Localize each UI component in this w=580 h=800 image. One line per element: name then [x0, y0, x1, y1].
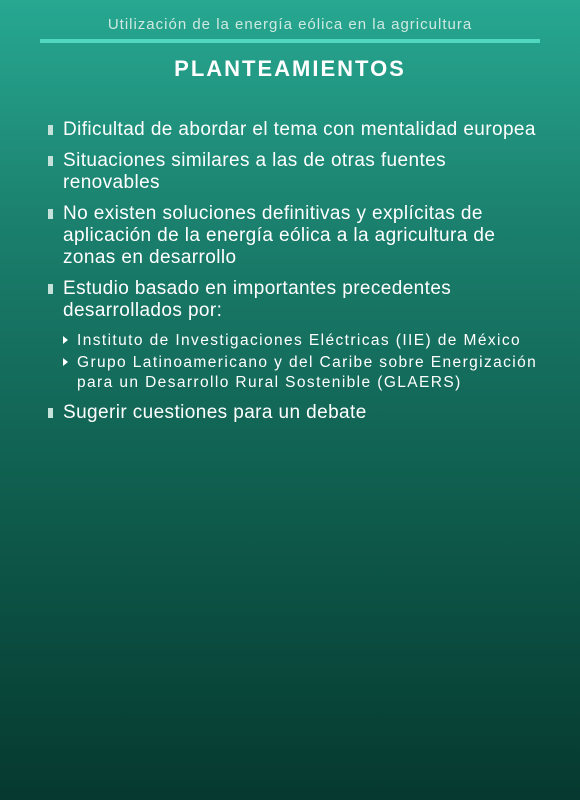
square-bullet-icon: [48, 408, 53, 418]
bullet-item: [48, 402, 548, 424]
slide-title: PLANTEAMIENTOS: [174, 56, 406, 81]
sub-bullet-text: Grupo Latinoamericano y del Caribe sobre Energización para un Desarrollo Rural Sostenible (GLAERS): [77, 354, 538, 391]
sub-bullet-item: [63, 353, 548, 393]
triangle-bullet-icon: [63, 336, 68, 344]
triangle-bullet-icon: [63, 358, 68, 366]
bullet-text: Sugerir cuestiones para un debate: [63, 402, 367, 423]
sub-bullet-list: [63, 331, 548, 393]
bullet-text: No existen soluciones definitivas y explícitas de aplicación de la energía eólica a la agricultura de zonas en desarrollo: [63, 203, 496, 268]
bullet-list: [48, 119, 548, 433]
header-divider: [40, 39, 540, 43]
bullet-item: [48, 278, 548, 393]
square-bullet-icon: [48, 125, 53, 135]
sub-bullet-item: [63, 331, 548, 351]
bullet-item: [48, 203, 548, 269]
slide-header: Utilización de la energía eólica en la agricultura: [107, 16, 473, 33]
bullet-item: [48, 119, 548, 141]
bullet-text: Estudio basado en importantes precedentes desarrollados por:: [63, 278, 452, 321]
square-bullet-icon: [48, 209, 53, 219]
square-bullet-icon: [48, 284, 53, 294]
bullet-text: Situaciones similares a las de otras fuentes renovables: [63, 150, 447, 193]
square-bullet-icon: [48, 156, 53, 166]
bullet-text: Dificultad de abordar el tema con mentalidad europea: [63, 119, 536, 140]
bullet-item: [48, 150, 548, 194]
sub-bullet-text: Instituto de Investigaciones Eléctricas (IIE) de México: [77, 332, 521, 349]
